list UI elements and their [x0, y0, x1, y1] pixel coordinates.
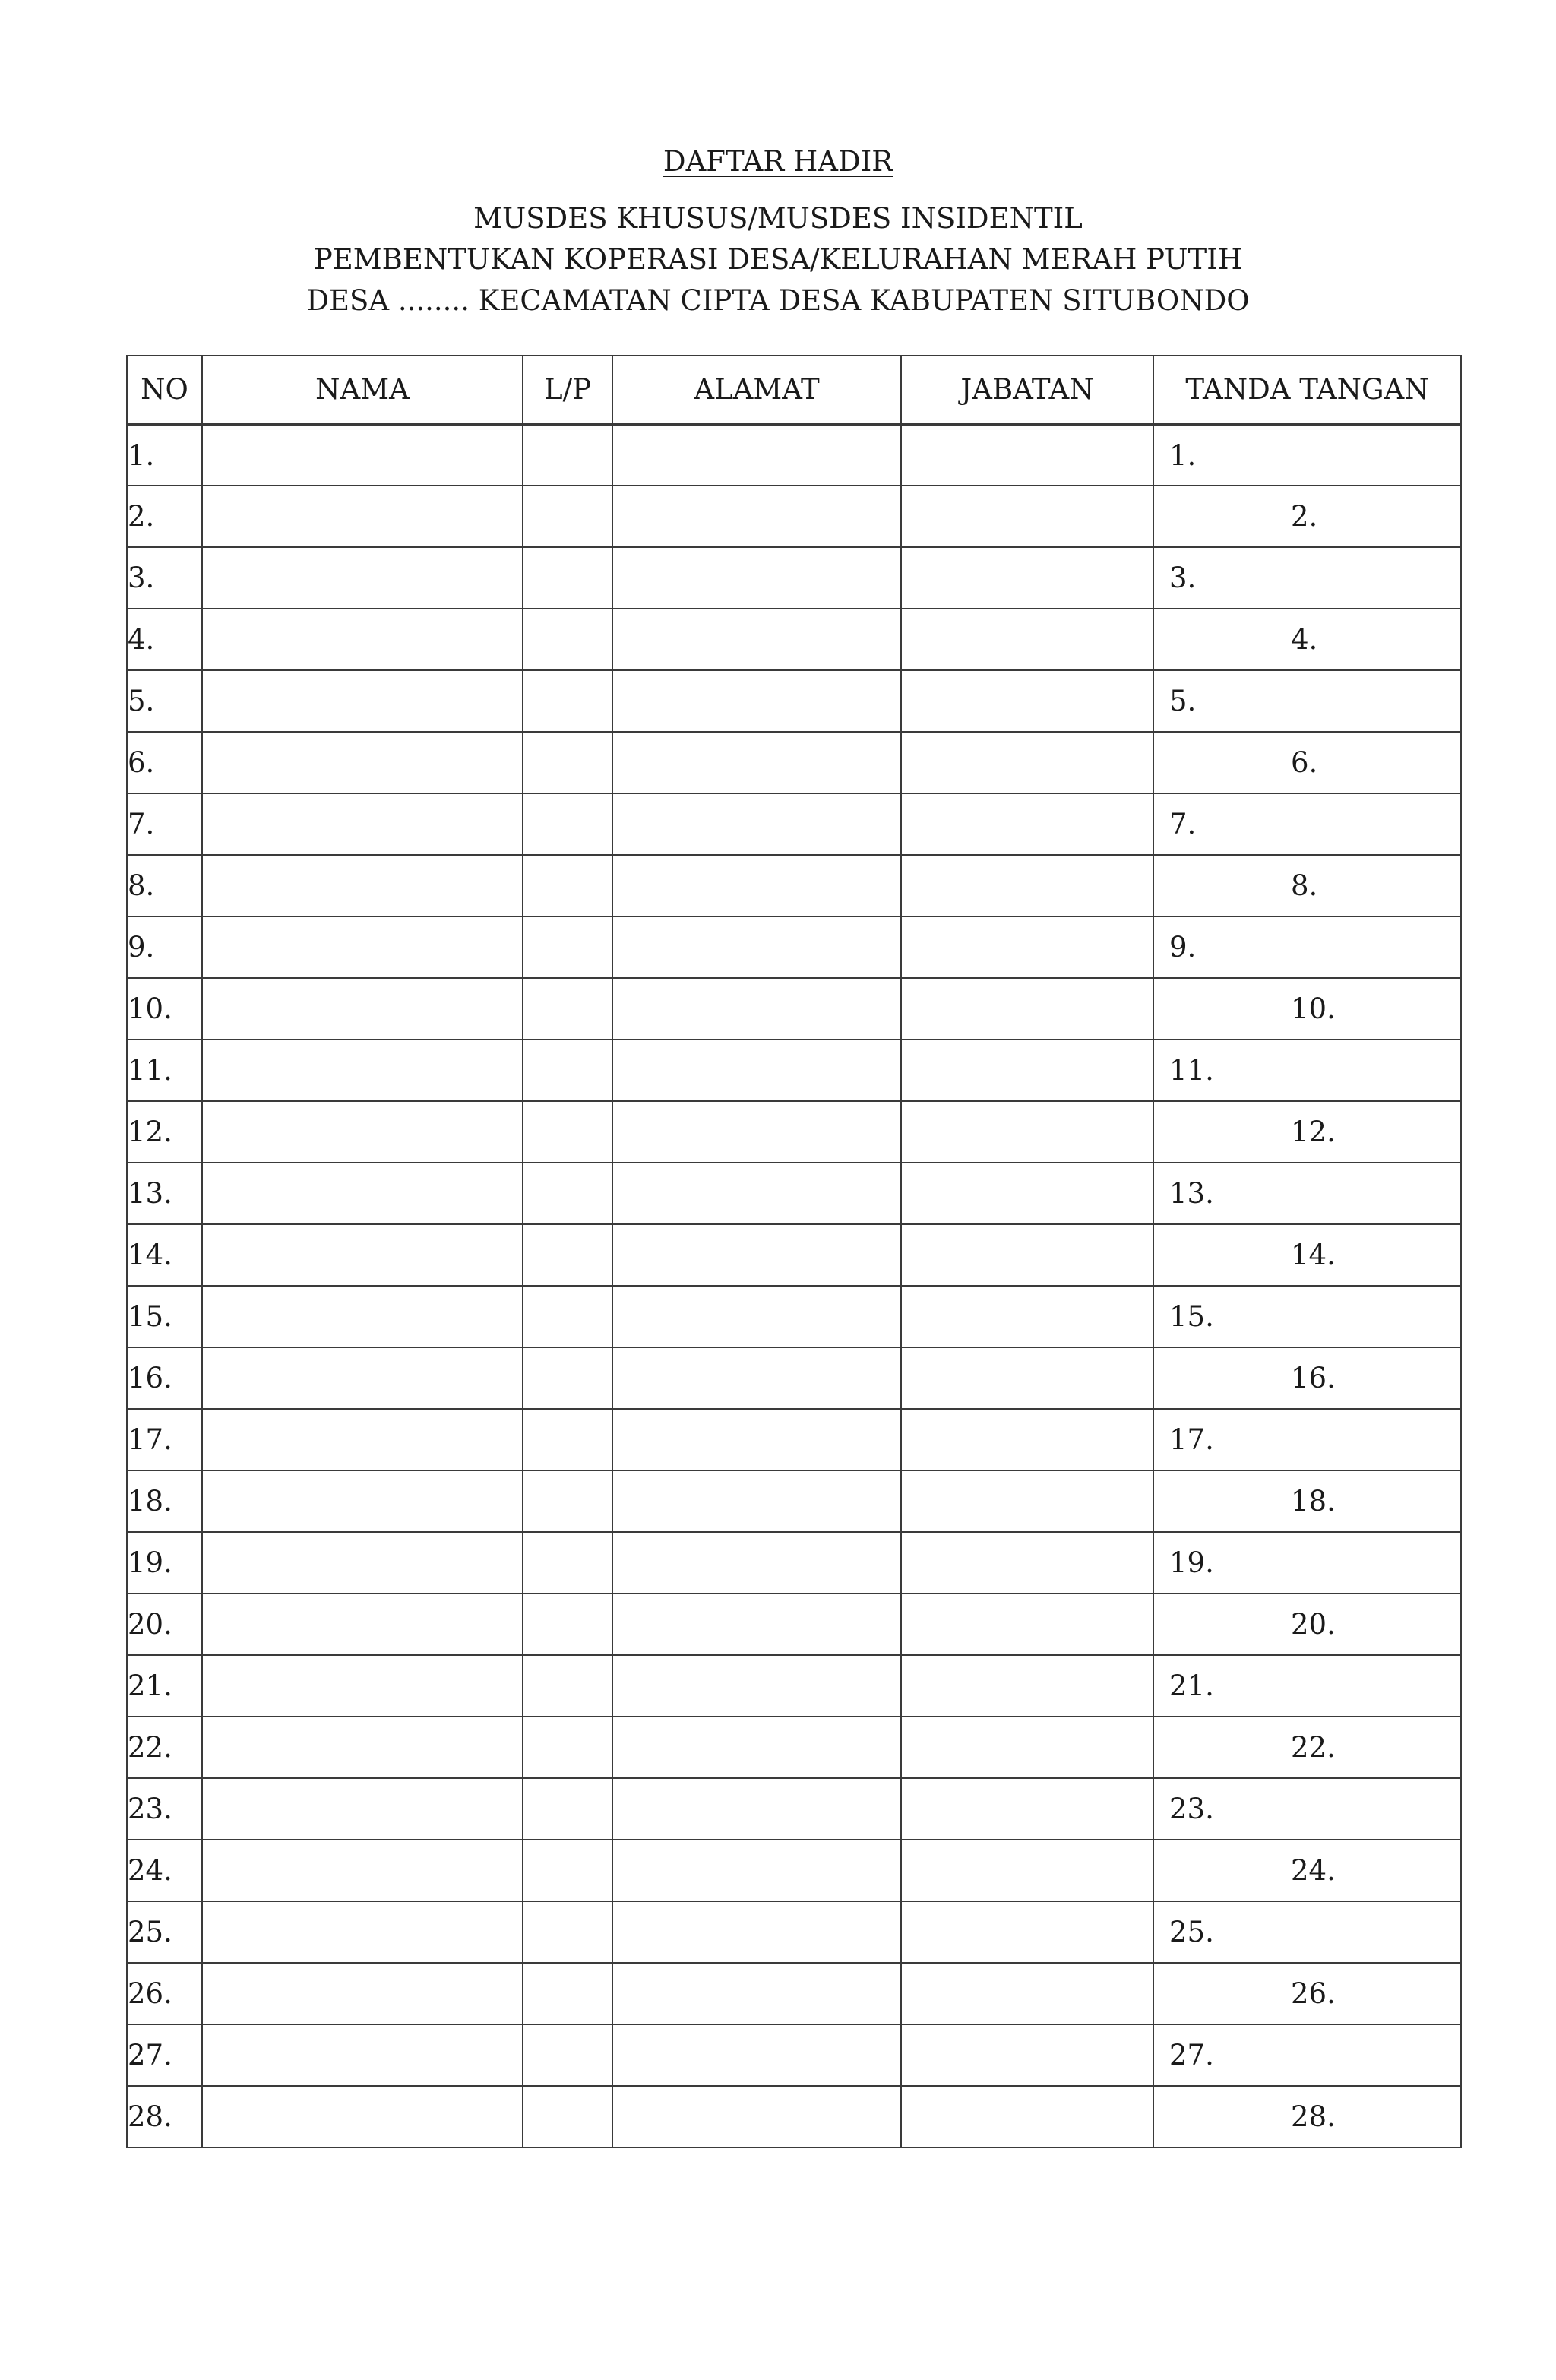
alamat-cell[interactable]	[612, 1163, 901, 1224]
alamat-cell[interactable]	[612, 1778, 901, 1840]
nama-cell[interactable]	[202, 424, 523, 486]
signature-number: 20.	[1291, 1608, 1336, 1641]
jabatan-cell[interactable]	[901, 2086, 1153, 2147]
nama-cell[interactable]	[202, 1655, 523, 1717]
signature-cell[interactable]	[1153, 1224, 1461, 1286]
table-row	[127, 855, 1461, 916]
signature-cell[interactable]	[1153, 1901, 1461, 1963]
no-cell: 6.	[127, 732, 202, 793]
attendance-table	[126, 355, 1462, 2148]
jabatan-cell[interactable]	[901, 1532, 1153, 1594]
nama-cell[interactable]	[202, 1717, 523, 1778]
nama-cell[interactable]	[202, 609, 523, 670]
no-cell: 1.	[127, 424, 202, 486]
no-cell: 4.	[127, 609, 202, 670]
signature-cell[interactable]	[1153, 547, 1461, 609]
alamat-cell[interactable]	[612, 732, 901, 793]
lp-cell[interactable]	[523, 486, 612, 547]
signature-number: 26.	[1291, 1977, 1336, 2010]
signature-cell[interactable]	[1153, 2086, 1461, 2147]
signature-cell[interactable]	[1153, 1778, 1461, 1840]
signature-cell[interactable]	[1153, 732, 1461, 793]
alamat-cell[interactable]	[612, 916, 901, 978]
document-title-text: DAFTAR HADIR	[663, 145, 893, 178]
alamat-cell[interactable]	[612, 670, 901, 732]
lp-cell[interactable]	[523, 1717, 612, 1778]
alamat-cell[interactable]	[612, 1840, 901, 1901]
signature-cell[interactable]	[1153, 978, 1461, 1040]
signature-number: 6.	[1291, 746, 1318, 779]
nama-cell[interactable]	[202, 1470, 523, 1532]
subtitle-line-2: PEMBENTUKAN KOPERASI DESA/KELURAHAN MERAH PUTIH	[313, 243, 1243, 276]
nama-cell[interactable]	[202, 916, 523, 978]
jabatan-cell[interactable]	[901, 1163, 1153, 1224]
lp-cell[interactable]	[523, 1532, 612, 1594]
lp-cell[interactable]	[523, 1163, 612, 1224]
lp-cell[interactable]	[523, 1101, 612, 1163]
jabatan-cell[interactable]	[901, 793, 1153, 855]
table-row	[127, 1840, 1461, 1901]
lp-cell[interactable]	[523, 2086, 612, 2147]
table-row	[127, 1901, 1461, 1963]
nama-cell[interactable]	[202, 1040, 523, 1101]
signature-number: 21.	[1169, 1669, 1214, 1702]
no-cell: 22.	[127, 1717, 202, 1778]
no-cell: 26.	[127, 1963, 202, 2024]
signature-number: 8.	[1291, 869, 1318, 902]
lp-cell[interactable]	[523, 855, 612, 916]
signature-cell[interactable]	[1153, 1963, 1461, 2024]
table-row	[127, 2086, 1461, 2147]
jabatan-cell[interactable]	[901, 424, 1153, 486]
lp-cell[interactable]	[523, 670, 612, 732]
jabatan-cell[interactable]	[901, 1224, 1153, 1286]
jabatan-cell[interactable]	[901, 855, 1153, 916]
no-cell: 13.	[127, 1163, 202, 1224]
lp-cell[interactable]	[523, 547, 612, 609]
table-row	[127, 1286, 1461, 1347]
nama-cell[interactable]	[202, 1224, 523, 1286]
table-row	[127, 1163, 1461, 1224]
signature-cell[interactable]	[1153, 1470, 1461, 1532]
lp-cell[interactable]	[523, 1778, 612, 1840]
signature-number: 22.	[1291, 1731, 1336, 1764]
nama-cell[interactable]	[202, 1347, 523, 1409]
alamat-cell[interactable]	[612, 1717, 901, 1778]
table-row	[127, 1778, 1461, 1840]
lp-cell[interactable]	[523, 916, 612, 978]
no-cell: 27.	[127, 2024, 202, 2086]
table-row	[127, 424, 1461, 486]
table-row	[127, 486, 1461, 547]
table-row	[127, 732, 1461, 793]
nama-cell[interactable]	[202, 1778, 523, 1840]
nama-cell[interactable]	[202, 1963, 523, 2024]
alamat-cell[interactable]	[612, 978, 901, 1040]
no-cell: 10.	[127, 978, 202, 1040]
jabatan-cell[interactable]	[901, 1840, 1153, 1901]
jabatan-cell[interactable]	[901, 1101, 1153, 1163]
table-row	[127, 916, 1461, 978]
alamat-cell[interactable]	[612, 2024, 901, 2086]
nama-cell[interactable]	[202, 1286, 523, 1347]
no-cell: 7.	[127, 793, 202, 855]
table-row	[127, 670, 1461, 732]
jabatan-cell[interactable]	[901, 486, 1153, 547]
signature-number: 25.	[1169, 1916, 1214, 1948]
signature-number: 13.	[1169, 1177, 1214, 1210]
signature-cell[interactable]	[1153, 1594, 1461, 1655]
jabatan-cell[interactable]	[901, 1347, 1153, 1409]
lp-cell[interactable]	[523, 1963, 612, 2024]
alamat-cell[interactable]	[612, 855, 901, 916]
signature-cell[interactable]	[1153, 1101, 1461, 1163]
attendance-table-header	[127, 356, 1461, 424]
alamat-cell[interactable]	[612, 2086, 901, 2147]
alamat-cell[interactable]	[612, 1594, 901, 1655]
table-row	[127, 1347, 1461, 1409]
no-cell: 24.	[127, 1840, 202, 1901]
header-no: NO	[127, 356, 202, 424]
nama-cell[interactable]	[202, 1901, 523, 1963]
lp-cell[interactable]	[523, 732, 612, 793]
lp-cell[interactable]	[523, 1594, 612, 1655]
jabatan-cell[interactable]	[901, 1409, 1153, 1470]
signature-cell[interactable]	[1153, 2024, 1461, 2086]
no-cell: 11.	[127, 1040, 202, 1101]
alamat-cell[interactable]	[612, 424, 901, 486]
lp-cell[interactable]	[523, 1409, 612, 1470]
alamat-cell[interactable]	[612, 1101, 901, 1163]
signature-number: 11.	[1169, 1054, 1214, 1087]
signature-cell[interactable]	[1153, 486, 1461, 547]
signature-number: 2.	[1291, 500, 1318, 533]
alamat-cell[interactable]	[612, 1347, 901, 1409]
signature-number: 9.	[1169, 931, 1197, 964]
no-cell: 17.	[127, 1409, 202, 1470]
jabatan-cell[interactable]	[901, 1901, 1153, 1963]
header-jabatan: JABATAN	[901, 356, 1153, 424]
subtitle-line-1: MUSDES KHUSUS/MUSDES INSIDENTIL	[473, 202, 1083, 235]
signature-number: 4.	[1291, 623, 1318, 656]
lp-cell[interactable]	[523, 609, 612, 670]
alamat-cell[interactable]	[612, 1224, 901, 1286]
header-row	[127, 356, 1461, 424]
alamat-cell[interactable]	[612, 793, 901, 855]
no-cell: 20.	[127, 1594, 202, 1655]
alamat-cell[interactable]	[612, 1409, 901, 1470]
signature-number: 10.	[1291, 992, 1336, 1025]
table-row	[127, 1963, 1461, 2024]
lp-cell[interactable]	[523, 1347, 612, 1409]
alamat-cell[interactable]	[612, 486, 901, 547]
alamat-cell[interactable]	[612, 1655, 901, 1717]
no-cell: 18.	[127, 1470, 202, 1532]
signature-cell[interactable]	[1153, 1347, 1461, 1409]
jabatan-cell[interactable]	[901, 609, 1153, 670]
lp-cell[interactable]	[523, 978, 612, 1040]
signature-number: 23.	[1169, 1793, 1214, 1825]
no-cell: 9.	[127, 916, 202, 978]
no-cell: 2.	[127, 486, 202, 547]
nama-cell[interactable]	[202, 1594, 523, 1655]
signature-cell[interactable]	[1153, 916, 1461, 978]
nama-cell[interactable]	[202, 1163, 523, 1224]
signature-number: 15.	[1169, 1300, 1214, 1333]
no-cell: 8.	[127, 855, 202, 916]
lp-cell[interactable]	[523, 1470, 612, 1532]
alamat-cell[interactable]	[612, 609, 901, 670]
table-row	[127, 793, 1461, 855]
document-title	[0, 143, 1556, 181]
alamat-cell[interactable]	[612, 1532, 901, 1594]
signature-cell[interactable]	[1153, 793, 1461, 855]
signature-cell[interactable]	[1153, 1409, 1461, 1470]
signature-number: 19.	[1169, 1546, 1214, 1579]
nama-cell[interactable]	[202, 1409, 523, 1470]
nama-cell[interactable]	[202, 486, 523, 547]
table-row	[127, 1532, 1461, 1594]
signature-number: 1.	[1169, 438, 1197, 472]
nama-cell[interactable]	[202, 1532, 523, 1594]
jabatan-cell[interactable]	[901, 1286, 1153, 1347]
signature-number: 18.	[1291, 1485, 1336, 1518]
no-cell: 3.	[127, 547, 202, 609]
nama-cell[interactable]	[202, 2024, 523, 2086]
nama-cell[interactable]	[202, 978, 523, 1040]
jabatan-cell[interactable]	[901, 547, 1153, 609]
header-tanda-tangan: TANDA TANGAN	[1153, 356, 1461, 424]
signature-number: 14.	[1291, 1239, 1336, 1271]
signature-number: 28.	[1291, 2100, 1336, 2133]
table-row	[127, 1470, 1461, 1532]
alamat-cell[interactable]	[612, 1963, 901, 2024]
signature-cell[interactable]	[1153, 1040, 1461, 1101]
signature-number: 3.	[1169, 562, 1197, 594]
lp-cell[interactable]	[523, 1286, 612, 1347]
signature-number: 16.	[1291, 1362, 1336, 1394]
no-cell: 12.	[127, 1101, 202, 1163]
lp-cell[interactable]	[523, 1840, 612, 1901]
signature-cell[interactable]	[1153, 1163, 1461, 1224]
jabatan-cell[interactable]	[901, 1040, 1153, 1101]
nama-cell[interactable]	[202, 2086, 523, 2147]
nama-cell[interactable]	[202, 1101, 523, 1163]
table-row	[127, 1717, 1461, 1778]
jabatan-cell[interactable]	[901, 2024, 1153, 2086]
signature-cell[interactable]	[1153, 855, 1461, 916]
no-cell: 16.	[127, 1347, 202, 1409]
lp-cell[interactable]	[523, 1224, 612, 1286]
signature-cell[interactable]	[1153, 1286, 1461, 1347]
alamat-cell[interactable]	[612, 1470, 901, 1532]
lp-cell[interactable]	[523, 1655, 612, 1717]
no-cell: 19.	[127, 1532, 202, 1594]
signature-number: 7.	[1169, 808, 1197, 840]
jabatan-cell[interactable]	[901, 1655, 1153, 1717]
lp-cell[interactable]	[523, 793, 612, 855]
jabatan-cell[interactable]	[901, 1594, 1153, 1655]
table-row	[127, 978, 1461, 1040]
table-row	[127, 1101, 1461, 1163]
no-cell: 25.	[127, 1901, 202, 1963]
nama-cell[interactable]	[202, 547, 523, 609]
no-cell: 14.	[127, 1224, 202, 1286]
jabatan-cell[interactable]	[901, 732, 1153, 793]
no-cell: 23.	[127, 1778, 202, 1840]
table-row	[127, 609, 1461, 670]
no-cell: 15.	[127, 1286, 202, 1347]
lp-cell[interactable]	[523, 424, 612, 486]
nama-cell[interactable]	[202, 1840, 523, 1901]
lp-cell[interactable]	[523, 1040, 612, 1101]
table-row	[127, 1655, 1461, 1717]
nama-cell[interactable]	[202, 855, 523, 916]
subtitle-line-3: DESA ........ KECAMATAN CIPTA DESA KABUPATEN SITUBONDO	[306, 284, 1250, 317]
alamat-cell[interactable]	[612, 1286, 901, 1347]
lp-cell[interactable]	[523, 2024, 612, 2086]
signature-cell[interactable]	[1153, 609, 1461, 670]
no-cell: 21.	[127, 1655, 202, 1717]
table-row	[127, 1594, 1461, 1655]
signature-cell[interactable]	[1153, 1532, 1461, 1594]
alamat-cell[interactable]	[612, 547, 901, 609]
signature-number: 5.	[1169, 685, 1197, 717]
lp-cell[interactable]	[523, 1901, 612, 1963]
table-row	[127, 547, 1461, 609]
jabatan-cell[interactable]	[901, 1778, 1153, 1840]
jabatan-cell[interactable]	[901, 670, 1153, 732]
table-row	[127, 2024, 1461, 2086]
no-cell: 28.	[127, 2086, 202, 2147]
jabatan-cell[interactable]	[901, 978, 1153, 1040]
signature-number: 17.	[1169, 1423, 1214, 1456]
signature-cell[interactable]	[1153, 1840, 1461, 1901]
jabatan-cell[interactable]	[901, 916, 1153, 978]
attendance-table-body	[127, 424, 1461, 2147]
alamat-cell[interactable]	[612, 1901, 901, 1963]
jabatan-cell[interactable]	[901, 1717, 1153, 1778]
signature-number: 12.	[1291, 1116, 1336, 1148]
signature-cell[interactable]	[1153, 424, 1461, 486]
header-nama: NAMA	[202, 356, 523, 424]
header-alamat: ALAMAT	[612, 356, 901, 424]
signature-number: 24.	[1291, 1854, 1336, 1887]
nama-cell[interactable]	[202, 670, 523, 732]
signature-cell[interactable]	[1153, 670, 1461, 732]
signature-cell[interactable]	[1153, 1655, 1461, 1717]
signature-cell[interactable]	[1153, 1717, 1461, 1778]
table-row	[127, 1224, 1461, 1286]
header-lp: L/P	[523, 356, 612, 424]
alamat-cell[interactable]	[612, 1040, 901, 1101]
jabatan-cell[interactable]	[901, 1470, 1153, 1532]
nama-cell[interactable]	[202, 793, 523, 855]
jabatan-cell[interactable]	[901, 1963, 1153, 2024]
table-row	[127, 1409, 1461, 1470]
signature-number: 27.	[1169, 2039, 1214, 2071]
no-cell: 5.	[127, 670, 202, 732]
nama-cell[interactable]	[202, 732, 523, 793]
table-row	[127, 1040, 1461, 1101]
